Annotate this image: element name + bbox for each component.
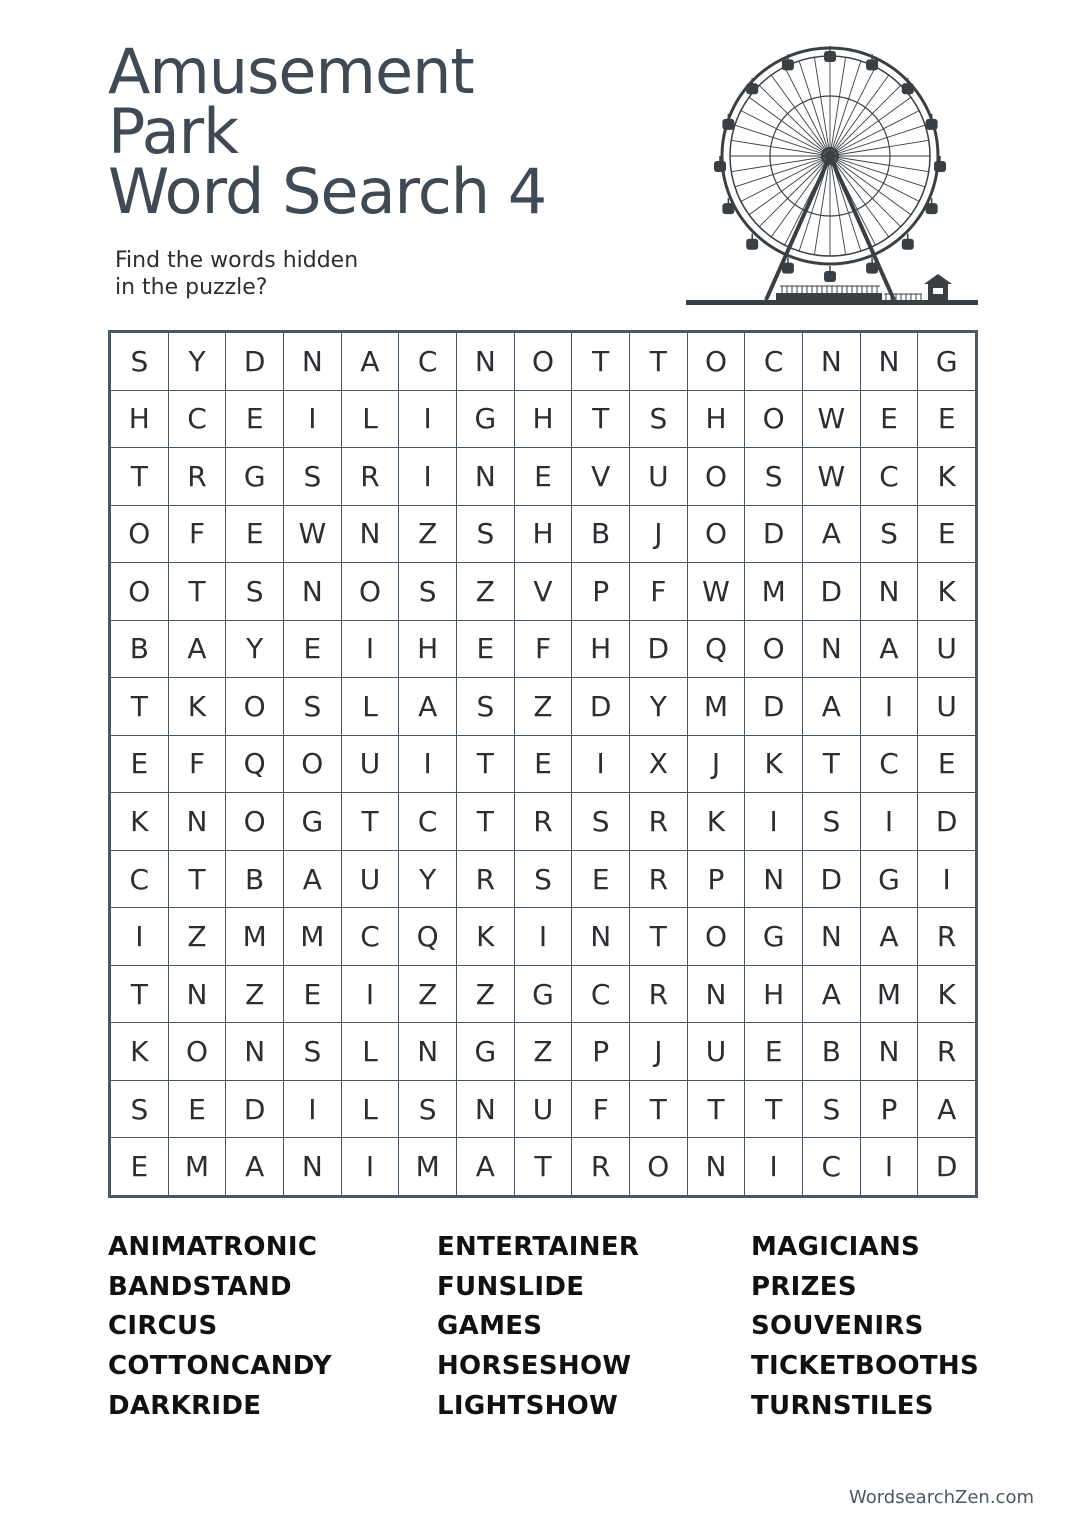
- grid-cell: K: [457, 908, 514, 965]
- word-list-item: COTTONCANDY: [108, 1351, 332, 1382]
- grid-cell: P: [688, 851, 745, 908]
- grid-cell: R: [630, 851, 687, 908]
- grid-cell: P: [861, 1081, 918, 1138]
- grid-cell: C: [861, 448, 918, 505]
- grid-cell: U: [515, 1081, 572, 1138]
- grid-cell: S: [630, 391, 687, 448]
- grid-cell: I: [284, 391, 341, 448]
- grid-cell: K: [111, 793, 168, 850]
- word-list-item: FUNSLIDE: [437, 1271, 585, 1302]
- grid-cell: A: [803, 506, 860, 563]
- word-list-item: TURNSTILES: [751, 1390, 934, 1421]
- grid-cell: N: [688, 1138, 745, 1195]
- grid-cell: T: [457, 736, 514, 793]
- grid-cell: G: [457, 391, 514, 448]
- grid-cell: I: [861, 793, 918, 850]
- grid-cell: S: [457, 678, 514, 735]
- grid-cell: E: [226, 506, 283, 563]
- grid-cell: N: [284, 333, 341, 390]
- grid-cell: O: [745, 391, 802, 448]
- grid-cell: E: [515, 736, 572, 793]
- word-list-item: PRIZES: [751, 1271, 857, 1302]
- grid-cell: C: [169, 391, 226, 448]
- word-list-column: [108, 1228, 332, 1427]
- grid-cell: E: [111, 1138, 168, 1195]
- puzzle-grid-frame: [108, 330, 978, 1198]
- grid-cell: I: [399, 391, 456, 448]
- grid-cell: G: [861, 851, 918, 908]
- grid-cell: G: [918, 333, 975, 390]
- grid-cell: N: [342, 506, 399, 563]
- grid-cell: V: [515, 563, 572, 620]
- grid-cell: I: [111, 908, 168, 965]
- grid-cell: S: [284, 678, 341, 735]
- grid-cell: R: [342, 448, 399, 505]
- grid-cell: S: [399, 563, 456, 620]
- word-list-item: MAGICIANS: [751, 1232, 921, 1262]
- grid-cell: U: [342, 851, 399, 908]
- grid-cell: A: [861, 621, 918, 678]
- grid-cell: H: [572, 621, 629, 678]
- grid-cell: N: [226, 1023, 283, 1080]
- grid-cell: M: [399, 1138, 456, 1195]
- grid-cell: A: [169, 621, 226, 678]
- grid-cell: E: [111, 736, 168, 793]
- grid-cell: D: [803, 563, 860, 620]
- grid-cell: S: [399, 1081, 456, 1138]
- grid-cell: M: [688, 678, 745, 735]
- grid-cell: I: [572, 736, 629, 793]
- grid-cell: K: [918, 563, 975, 620]
- grid-cell: C: [399, 333, 456, 390]
- grid-cell: T: [169, 851, 226, 908]
- grid-cell: S: [803, 1081, 860, 1138]
- grid-cell: T: [572, 391, 629, 448]
- grid-cell: S: [745, 448, 802, 505]
- grid-cell: R: [630, 793, 687, 850]
- grid-cell: D: [918, 1138, 975, 1195]
- grid-cell: H: [745, 966, 802, 1023]
- grid-cell: N: [399, 1023, 456, 1080]
- grid-cell: E: [284, 966, 341, 1023]
- grid-cell: F: [572, 1081, 629, 1138]
- word-list-item: BANDSTAND: [108, 1271, 292, 1302]
- instructions-line: in the puzzle?: [115, 275, 268, 300]
- grid-cell: R: [918, 908, 975, 965]
- grid-cell: J: [688, 736, 745, 793]
- grid-cell: T: [457, 793, 514, 850]
- grid-cell: S: [284, 448, 341, 505]
- grid-cell: T: [515, 1138, 572, 1195]
- grid-cell: U: [342, 736, 399, 793]
- grid-cell: K: [918, 448, 975, 505]
- grid-cell: E: [284, 621, 341, 678]
- grid-cell: O: [630, 1138, 687, 1195]
- grid-cell: T: [572, 333, 629, 390]
- grid-cell: B: [803, 1023, 860, 1080]
- grid-cell: R: [457, 851, 514, 908]
- grid-cell: S: [572, 793, 629, 850]
- grid-cell: H: [515, 391, 572, 448]
- grid-cell: B: [226, 851, 283, 908]
- grid-cell: W: [803, 448, 860, 505]
- grid-cell: B: [111, 621, 168, 678]
- word-list-item: TICKETBOOTHS: [751, 1351, 979, 1382]
- grid-cell: N: [457, 1081, 514, 1138]
- grid-cell: J: [630, 506, 687, 563]
- grid-cell: N: [861, 1023, 918, 1080]
- grid-cell: N: [803, 621, 860, 678]
- grid-cell: R: [918, 1023, 975, 1080]
- grid-cell: O: [226, 793, 283, 850]
- grid-cell: D: [226, 1081, 283, 1138]
- title-line: Amusement: [108, 35, 474, 108]
- grid-cell: D: [630, 621, 687, 678]
- grid-cell: K: [745, 736, 802, 793]
- grid-cell: I: [342, 621, 399, 678]
- grid-cell: I: [515, 908, 572, 965]
- grid-cell: M: [861, 966, 918, 1023]
- grid-cell: M: [745, 563, 802, 620]
- grid-cell: C: [745, 333, 802, 390]
- grid-cell: I: [861, 678, 918, 735]
- grid-cell: H: [111, 391, 168, 448]
- grid-cell: S: [284, 1023, 341, 1080]
- grid-cell: V: [572, 448, 629, 505]
- grid-cell: U: [918, 621, 975, 678]
- grid-cell: H: [515, 506, 572, 563]
- grid-cell: A: [803, 678, 860, 735]
- grid-cell: L: [342, 678, 399, 735]
- grid-cell: O: [111, 563, 168, 620]
- grid-cell: F: [169, 736, 226, 793]
- grid-cell: F: [630, 563, 687, 620]
- word-list-column: [751, 1228, 979, 1427]
- grid-cell: S: [111, 333, 168, 390]
- grid-cell: S: [861, 506, 918, 563]
- grid-cell: M: [226, 908, 283, 965]
- grid-cell: E: [918, 391, 975, 448]
- word-list-item: HORSESHOW: [437, 1351, 632, 1382]
- grid-cell: O: [515, 333, 572, 390]
- grid-cell: O: [284, 736, 341, 793]
- grid-cell: N: [457, 448, 514, 505]
- grid-cell: S: [803, 793, 860, 850]
- word-list-item: CIRCUS: [108, 1311, 218, 1342]
- grid-cell: O: [688, 333, 745, 390]
- grid-cell: D: [226, 333, 283, 390]
- grid-cell: R: [169, 448, 226, 505]
- grid-cell: I: [745, 1138, 802, 1195]
- word-list-item: LIGHTSHOW: [437, 1390, 619, 1421]
- grid-cell: E: [918, 506, 975, 563]
- grid-cell: K: [918, 966, 975, 1023]
- grid-cell: L: [342, 391, 399, 448]
- grid-cell: D: [572, 678, 629, 735]
- grid-cell: G: [515, 966, 572, 1023]
- grid-cell: Z: [399, 966, 456, 1023]
- grid-cell: G: [284, 793, 341, 850]
- grid-cell: I: [861, 1138, 918, 1195]
- page-title: [108, 35, 547, 228]
- grid-cell: E: [861, 391, 918, 448]
- word-list-item: GAMES: [437, 1311, 543, 1342]
- grid-cell: I: [399, 736, 456, 793]
- grid-cell: Y: [630, 678, 687, 735]
- grid-cell: R: [572, 1138, 629, 1195]
- grid-cell: C: [399, 793, 456, 850]
- grid-cell: D: [745, 506, 802, 563]
- grid-cell: T: [745, 1081, 802, 1138]
- grid-cell: B: [572, 506, 629, 563]
- grid-cell: F: [515, 621, 572, 678]
- grid-cell: T: [630, 1081, 687, 1138]
- grid-cell: T: [688, 1081, 745, 1138]
- grid-cell: Z: [515, 678, 572, 735]
- grid-cell: N: [284, 563, 341, 620]
- grid-cell: D: [745, 678, 802, 735]
- grid-cell: N: [169, 966, 226, 1023]
- grid-cell: Y: [226, 621, 283, 678]
- grid-cell: K: [169, 678, 226, 735]
- grid-cell: P: [572, 1023, 629, 1080]
- grid-cell: N: [803, 908, 860, 965]
- grid-cell: O: [688, 908, 745, 965]
- grid-cell: Q: [688, 621, 745, 678]
- grid-cell: T: [803, 736, 860, 793]
- title-line: Park: [108, 95, 238, 168]
- grid-cell: P: [572, 563, 629, 620]
- grid-cell: T: [630, 333, 687, 390]
- grid-cell: T: [630, 908, 687, 965]
- grid-cell: L: [342, 1023, 399, 1080]
- grid-cell: N: [861, 563, 918, 620]
- grid-cell: A: [399, 678, 456, 735]
- grid-cell: T: [169, 563, 226, 620]
- word-list-item: ENTERTAINER: [437, 1232, 640, 1262]
- grid-cell: G: [226, 448, 283, 505]
- grid-cell: M: [284, 908, 341, 965]
- puzzle-grid: [111, 333, 975, 1195]
- grid-cell: T: [111, 966, 168, 1023]
- grid-cell: A: [342, 333, 399, 390]
- grid-cell: N: [572, 908, 629, 965]
- grid-cell: E: [169, 1081, 226, 1138]
- grid-cell: C: [342, 908, 399, 965]
- grid-cell: U: [688, 1023, 745, 1080]
- grid-cell: N: [688, 966, 745, 1023]
- grid-cell: D: [918, 793, 975, 850]
- grid-cell: Z: [169, 908, 226, 965]
- grid-cell: O: [688, 448, 745, 505]
- grid-cell: Q: [226, 736, 283, 793]
- grid-cell: H: [688, 391, 745, 448]
- word-list-item: SOUVENIRS: [751, 1311, 924, 1342]
- grid-cell: E: [745, 1023, 802, 1080]
- word-list-item: DARKRIDE: [108, 1390, 262, 1421]
- grid-cell: A: [457, 1138, 514, 1195]
- grid-cell: N: [745, 851, 802, 908]
- grid-cell: N: [803, 333, 860, 390]
- grid-cell: S: [226, 563, 283, 620]
- grid-cell: Z: [399, 506, 456, 563]
- grid-cell: O: [688, 506, 745, 563]
- grid-cell: N: [284, 1138, 341, 1195]
- instructions-line: Find the words hidden: [115, 248, 359, 273]
- title-line: Word Search 4: [108, 155, 547, 228]
- grid-cell: R: [515, 793, 572, 850]
- grid-cell: M: [169, 1138, 226, 1195]
- grid-cell: S: [457, 506, 514, 563]
- grid-cell: E: [572, 851, 629, 908]
- grid-cell: R: [630, 966, 687, 1023]
- grid-cell: A: [226, 1138, 283, 1195]
- grid-cell: G: [457, 1023, 514, 1080]
- grid-cell: C: [572, 966, 629, 1023]
- grid-cell: L: [342, 1081, 399, 1138]
- grid-cell: U: [918, 678, 975, 735]
- grid-cell: S: [515, 851, 572, 908]
- grid-cell: A: [803, 966, 860, 1023]
- grid-cell: I: [284, 1081, 341, 1138]
- grid-cell: N: [861, 333, 918, 390]
- grid-cell: W: [803, 391, 860, 448]
- word-list-item: ANIMATRONIC: [108, 1232, 318, 1262]
- grid-cell: O: [745, 621, 802, 678]
- grid-cell: I: [918, 851, 975, 908]
- grid-cell: C: [803, 1138, 860, 1195]
- grid-cell: K: [111, 1023, 168, 1080]
- grid-cell: T: [342, 793, 399, 850]
- grid-cell: E: [515, 448, 572, 505]
- grid-cell: O: [111, 506, 168, 563]
- grid-cell: Z: [226, 966, 283, 1023]
- grid-cell: S: [111, 1081, 168, 1138]
- grid-cell: Y: [169, 333, 226, 390]
- grid-cell: Z: [457, 563, 514, 620]
- site-credit: WordsearchZen.com: [848, 1487, 1034, 1508]
- grid-cell: F: [169, 506, 226, 563]
- grid-cell: A: [861, 908, 918, 965]
- grid-cell: Q: [399, 908, 456, 965]
- grid-cell: X: [630, 736, 687, 793]
- grid-cell: Z: [515, 1023, 572, 1080]
- grid-cell: I: [342, 1138, 399, 1195]
- grid-cell: C: [861, 736, 918, 793]
- grid-cell: C: [111, 851, 168, 908]
- grid-cell: T: [111, 678, 168, 735]
- grid-cell: I: [399, 448, 456, 505]
- grid-cell: E: [457, 621, 514, 678]
- grid-cell: E: [918, 736, 975, 793]
- grid-cell: I: [342, 966, 399, 1023]
- grid-cell: H: [399, 621, 456, 678]
- grid-cell: A: [284, 851, 341, 908]
- word-list: [108, 1228, 988, 1428]
- grid-cell: I: [745, 793, 802, 850]
- grid-cell: N: [457, 333, 514, 390]
- grid-cell: Z: [457, 966, 514, 1023]
- instructions: [115, 247, 358, 301]
- grid-cell: O: [342, 563, 399, 620]
- grid-cell: O: [169, 1023, 226, 1080]
- ferris-wheel-icon: [680, 36, 980, 312]
- word-list-column: [437, 1228, 639, 1427]
- grid-cell: J: [630, 1023, 687, 1080]
- grid-cell: D: [803, 851, 860, 908]
- grid-cell: U: [630, 448, 687, 505]
- grid-cell: Y: [399, 851, 456, 908]
- grid-cell: T: [111, 448, 168, 505]
- grid-cell: W: [284, 506, 341, 563]
- grid-cell: N: [169, 793, 226, 850]
- grid-cell: O: [226, 678, 283, 735]
- grid-cell: G: [745, 908, 802, 965]
- grid-cell: A: [918, 1081, 975, 1138]
- grid-cell: K: [688, 793, 745, 850]
- grid-cell: W: [688, 563, 745, 620]
- grid-cell: E: [226, 391, 283, 448]
